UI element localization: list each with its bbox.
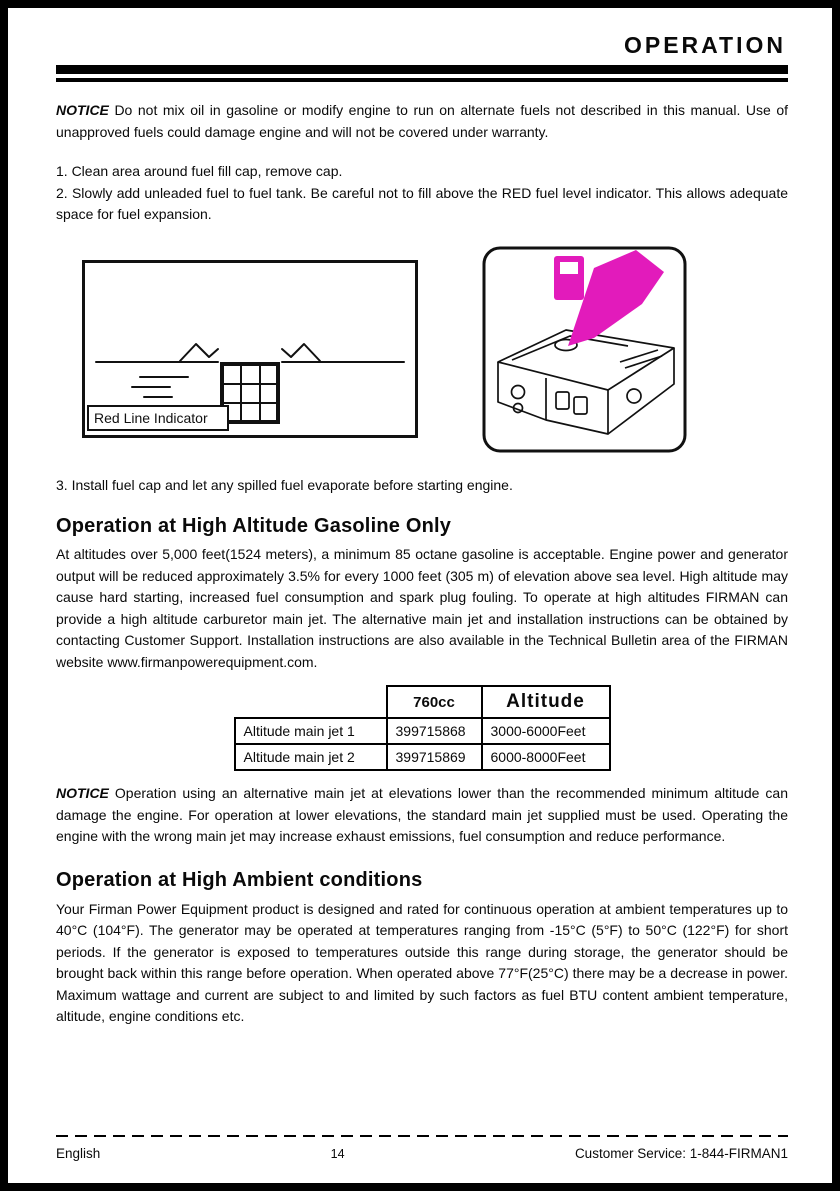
outlet-circle <box>512 385 525 398</box>
table-header-row <box>235 686 610 718</box>
table-cell-jet2-part: 399715869 <box>387 744 482 770</box>
high-altitude-heading: Operation at High Altitude Gasoline Only <box>56 515 452 537</box>
table-header-760cc: 760cc <box>387 686 482 718</box>
title-rule-thick <box>56 65 788 74</box>
switch-rect <box>574 397 587 414</box>
table-cell-jet2-label: Altitude main jet 2 <box>235 744 387 770</box>
red-line-indicator-label: Red Line Indicator <box>94 409 208 426</box>
refueling-steps <box>56 161 788 226</box>
notice-label: NOTICE <box>56 102 109 118</box>
cap-tab-left <box>180 344 218 361</box>
altitude-jet-table <box>234 685 611 771</box>
page-title: OPERATION <box>623 32 786 58</box>
red-line-indicator-grid <box>222 364 278 422</box>
table-cell-jet1-label: Altitude main jet 1 <box>235 718 387 744</box>
fuel-notice <box>56 100 788 143</box>
high-altitude-body: At altitudes over 5,000 feet(1524 meters), a minimum 85 octane gasoline is acceptable. Engine power and generator output will be reduced approximately 3.5% for every 1000 feet (305 m) of elevation above sea level. High altitude may cause hard starting, increased fuel consumption and spark plug fouling. To operate at high altitudes FIRMAN can provide a high altitude carburetor main jet. The alternative main jet and installation instructions can be obtained by contacting Customer Support. Installation instructions are also available in the Technical Bulletin area of the FIRMAN website www.firmanpowerequipment.com. <box>56 546 788 670</box>
footer-customer-service: Customer Service: 1-844-FIRMAN1 <box>574 1146 788 1161</box>
step-1: 1. Clean area around fuel fill cap, remove cap. <box>56 163 343 179</box>
refueling-figures <box>56 246 788 453</box>
generator-drawing <box>498 330 674 434</box>
notice-label: NOTICE <box>56 785 109 801</box>
table-cell-jet1-part: 399715868 <box>387 718 482 744</box>
step-3: 3. Install fuel cap and let any spilled fuel evaporate before starting engine. <box>56 476 513 493</box>
jet-notice <box>56 783 788 848</box>
footer-page-number: 14 <box>330 1147 345 1161</box>
fuel-pump-icon <box>554 256 584 300</box>
fuel-ripples <box>132 377 188 397</box>
page-footer <box>56 1135 788 1161</box>
table-row <box>235 744 610 770</box>
title-rule-thin <box>56 78 788 82</box>
notice-text: Do not mix oil in gasoline or modify engine to run on alternate fuels not described in this manual. Use of unapproved fuels could damage engine and will not be covered under warranty. <box>56 102 788 140</box>
footer-language: English <box>56 1146 101 1161</box>
table-row <box>235 718 610 744</box>
table-cell-jet2-range: 6000-8000Feet <box>482 744 610 770</box>
table-header-altitude: Altitude <box>482 686 610 718</box>
refueling-figure <box>482 246 687 453</box>
notice-text: Operation using an alternative main jet at elevations lower than the recommended minimum altitude can damage the engine. For operation at lower elevations, the standard main jet supplied must be used. Operating the engine with the wrong main jet may increase exhaust emissions, fuel consumption and reduce performance. <box>56 785 788 844</box>
cap-tab-right <box>282 344 320 361</box>
page-header <box>56 32 788 82</box>
high-ambient-body: Your Firman Power Equipment product is designed and rated for continuous operation at ambient temperatures up to 40°C (104°F). The generator may be operated at temperatures ranging from -15°C (5°F) to 50°C (122°F) for short periods. If the generator is exposed to temperatures outside this range during storage, the generator should be brought back within this range before operation. When operated above 77°F(25°C) there may be a decrease in power. Maximum wattage and current are subject to and limited by such factors as fuel BTU content ambient temperature, altitude, engine conditions etc. <box>56 900 788 1024</box>
red-line-indicator-callout <box>88 406 228 430</box>
step-2: 2. Slowly add unleaded fuel to fuel tank. Be careful not to fill above the RED fuel level indicator. This allows adequate space for fuel expansion. <box>56 184 788 222</box>
high-ambient-heading: Operation at High Ambient conditions <box>56 868 423 891</box>
outlet-circle <box>627 389 641 403</box>
table-blank-cell <box>235 686 387 718</box>
footer-rule <box>56 1135 788 1137</box>
table-cell-jet1-range: 3000-6000Feet <box>482 718 610 744</box>
fuel-tank-figure <box>82 260 418 438</box>
switch-rect <box>556 392 569 409</box>
